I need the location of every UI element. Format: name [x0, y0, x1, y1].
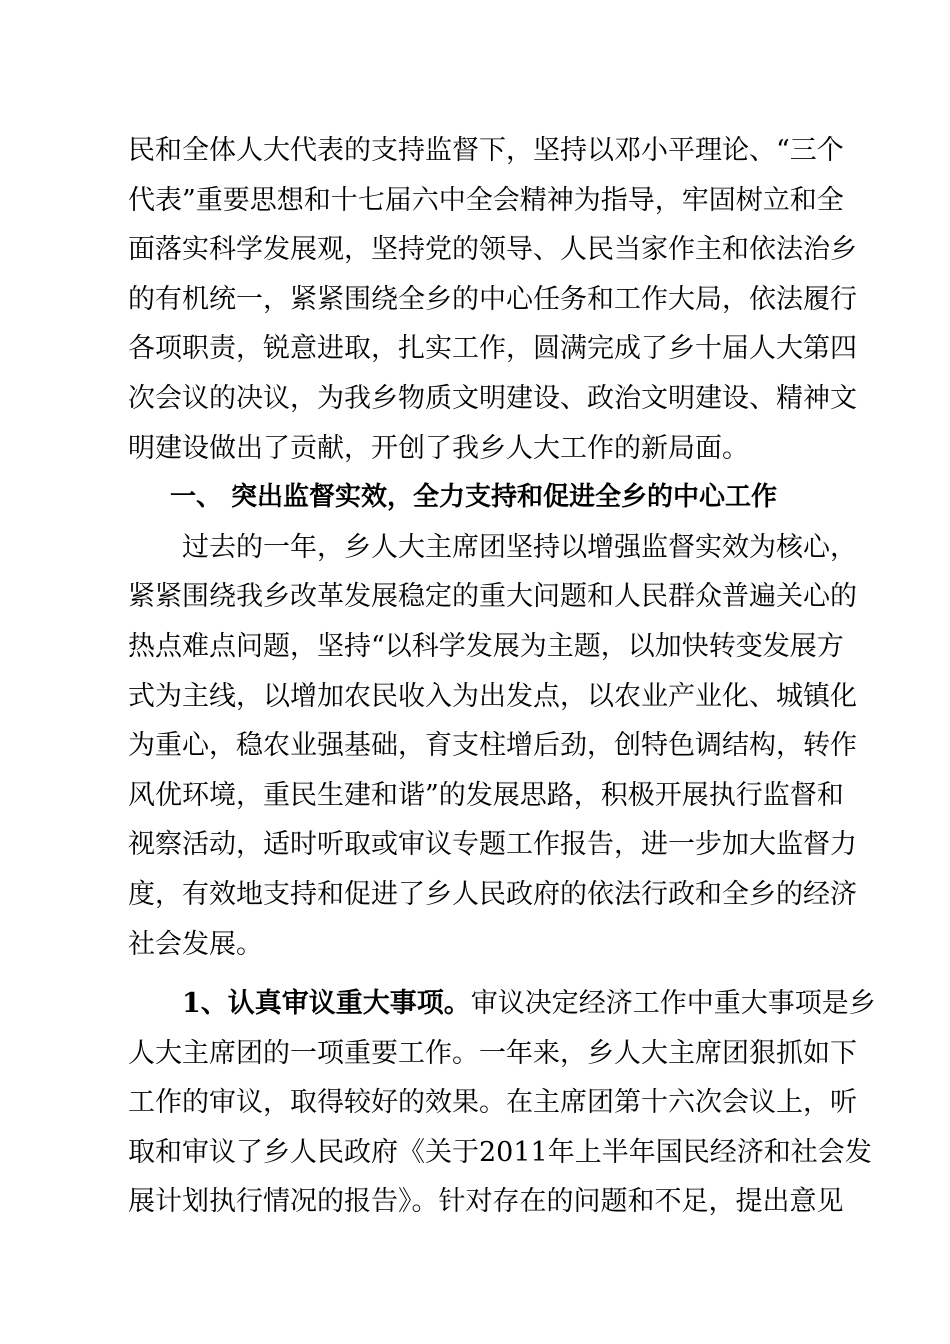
- paragraph-item1: [128, 979, 876, 1227]
- text-line: 取和审议了乡人民政府《关于2011年上半年国民经济和社会发: [128, 1136, 872, 1168]
- item-text: 审议决定经济工作中重大事项是乡: [470, 988, 876, 1020]
- text-line: 为重心，稳农业强基础，育支柱增后劲，创特色调结构，转作: [128, 730, 857, 762]
- text-line: [128, 979, 876, 1029]
- text-line: 的有机统一，紧紧围绕全乡的中心任务和工作大局，依法履行: [128, 283, 857, 315]
- document-body: [128, 126, 876, 1227]
- text-line: 人大主席团的一项重要工作。一年来，乡人大主席团狠抓如下: [128, 1037, 857, 1069]
- text-line: 紧紧围绕我乡改革发展稳定的重大问题和人民群众普遍关心的: [128, 581, 857, 613]
- text-line: 次会议的决议，为我乡物质文明建设、政治文明建设、精神文: [128, 382, 857, 414]
- text-line: 各项职责，锐意进取，扎实工作，圆满完成了乡十届人大第四: [128, 333, 857, 365]
- text-line: 度，有效地支持和促进了乡人民政府的依法行政和全乡的经济: [128, 878, 857, 910]
- paragraph-gap: [128, 969, 838, 979]
- paragraph-continuation: [128, 126, 857, 473]
- section-heading: 一、 突出监督实效，全力支持和促进全乡的中心工作: [170, 482, 778, 513]
- text-line: 代表”重要思想和十七届六中全会精神为指导，牢固树立和全: [128, 184, 844, 216]
- text-line: 式为主线，以增加农民收入为出发点，以农业产业化、城镇化: [128, 680, 857, 712]
- text-line: 民和全体人大代表的支持监督下，坚持以邓小平理论、“三个: [128, 135, 844, 166]
- text-line: 热点难点问题，坚持“以科学发展为主题，以加快转变发展方: [128, 630, 844, 662]
- text-line: 工作的审议，取得较好的效果。在主席团第十六次会议上，听: [128, 1087, 857, 1119]
- text-line: 过去的一年，乡人大主席团坚持以增强监督实效为核心，: [182, 531, 857, 563]
- item-lead: 1、认真审议重大事项。: [182, 988, 471, 1020]
- paragraph-section1: [128, 523, 857, 969]
- text-line: 风优环境，重民生建和谐”的发展思路，积极开展执行监督和: [128, 779, 844, 811]
- text-line: 展计划执行情况的报告》。针对存在的问题和不足，提出意见: [128, 1186, 844, 1218]
- text-line: 明建设做出了贡献，开创了我乡人大工作的新局面。: [128, 432, 749, 464]
- text-line: 面落实科学发展观，坚持党的领导、人民当家作主和依法治乡: [128, 234, 857, 266]
- text-line: 视察活动，适时听取或审议专题工作报告，进一步加大监督力: [128, 829, 857, 861]
- text-line: 社会发展。: [128, 928, 263, 960]
